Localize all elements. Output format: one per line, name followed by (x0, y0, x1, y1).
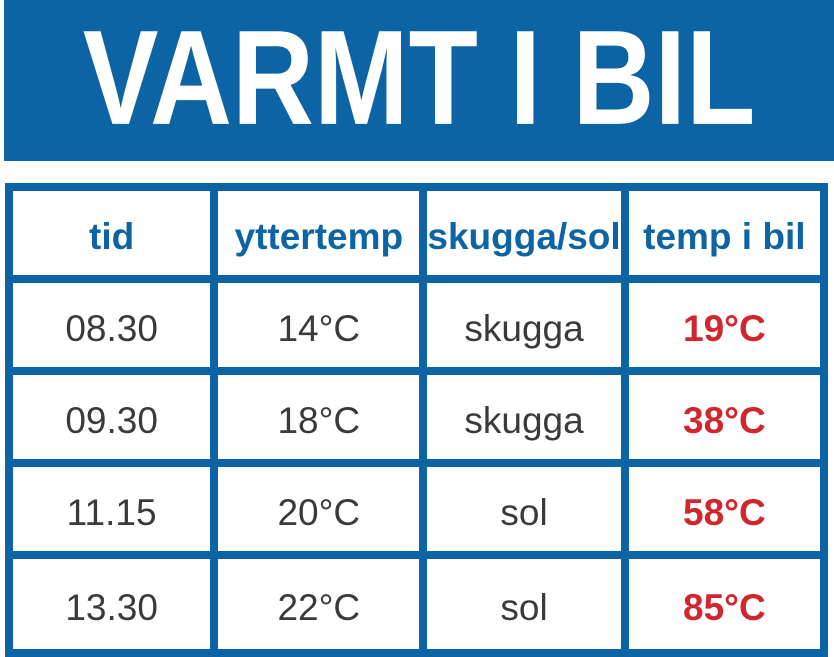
data-table (5, 183, 828, 657)
cell-skugga-sol: sol (427, 467, 620, 551)
cell-tid: 13.30 (13, 559, 210, 649)
cell-temp-i-bil: 85°C (629, 559, 820, 649)
cell-tid: 08.30 (13, 283, 210, 367)
cell-skugga-sol: skugga (427, 375, 620, 459)
cell-yttertemp: 22°C (218, 559, 419, 649)
cell-temp-i-bil: 19°C (629, 283, 820, 367)
page-title: VARMT I BIL (82, 1, 756, 152)
cell-skugga-sol: skugga (427, 283, 620, 367)
cell-yttertemp: 14°C (218, 283, 419, 367)
cell-skugga-sol: sol (427, 559, 620, 649)
cell-tid: 09.30 (13, 375, 210, 459)
cell-yttertemp: 20°C (218, 467, 419, 551)
cell-tid: 11.15 (13, 467, 210, 551)
column-header-tid: tid (13, 191, 210, 275)
column-header-yttertemp: yttertemp (218, 191, 419, 275)
column-header-skugga-sol: skugga/sol (427, 191, 620, 275)
cell-temp-i-bil: 38°C (629, 375, 820, 459)
cell-yttertemp: 18°C (218, 375, 419, 459)
cell-temp-i-bil: 58°C (629, 467, 820, 551)
column-header-temp-i-bil: temp i bil (629, 191, 820, 275)
banner (4, 0, 834, 161)
